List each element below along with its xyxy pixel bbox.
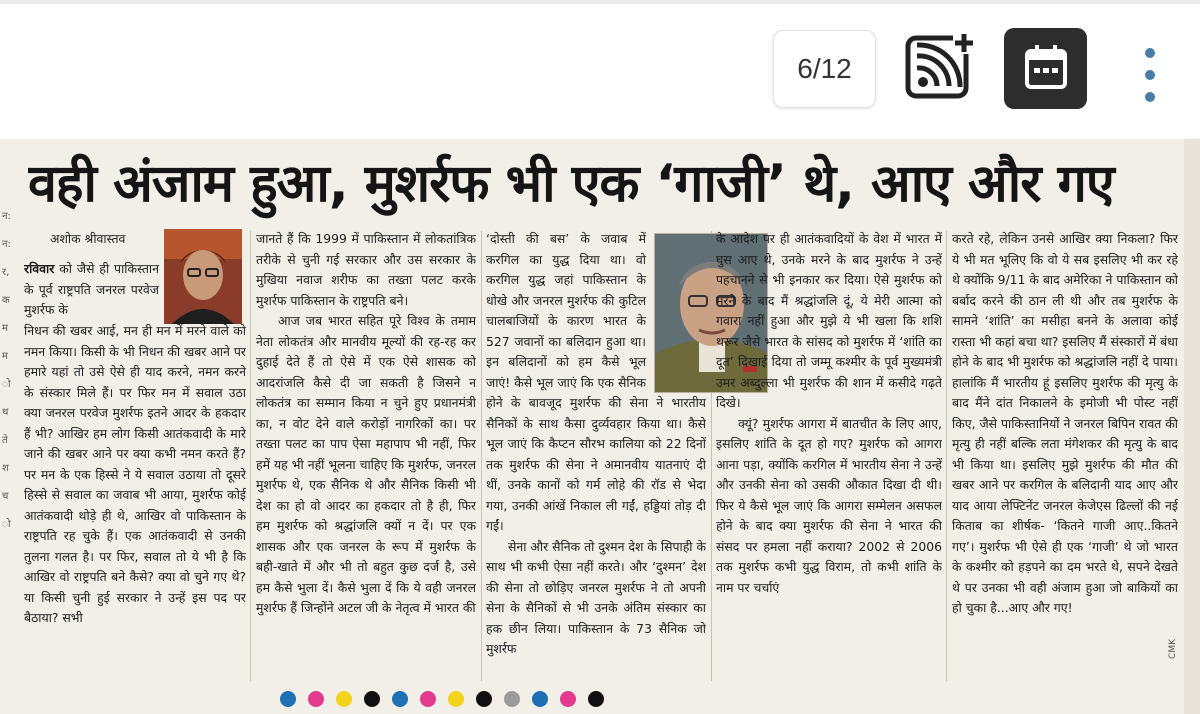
calendar-button[interactable] xyxy=(1004,28,1087,109)
registration-dot xyxy=(532,691,548,707)
margin-fragment: ो xyxy=(2,379,11,390)
column-divider xyxy=(946,231,947,681)
page-edge xyxy=(1184,139,1200,714)
article-paragraph: क्यूं? मुशर्रफ आगरा में बातचीत के लिए आए, इसलिए शांति के दूत हो गए? मुशर्रफ को आगरा आना पड़ा, क्योंकि करगिल में भारतीय सेना ने उन्हें और उनकी सेना को उसकी औकात दिखा दी थी। फिर ये कैसे भूल जाएं कि आगरा सम्मेलन असफल होने के बाद क्या मुशर्रफ की सेना ने भारत की संसद पर हमला नहीं कराया? 2002 से 2006 तक मुशर्रफ कभी युद्ध विराम, तो कभी शांति के नाम पर चर्चाएं xyxy=(716,415,942,595)
registration-dot xyxy=(504,691,520,707)
article-paragraph: के आदेश पर ही आतंकवादियों के वेश में भारत में घुस आए थे, उनके मरने के बाद मुशर्रफ ने उन्हें पहचानने से भी इनकार कर दिया। ऐसे मुशर्रफ को मरने के बाद मैं श्रद्धांजलि दूं, ये मेरी आत्मा को गवारा नहीं हुआ और मुझे ये भी खला कि शशि थरूर जैसे भारत के सांसद को मुशर्रफ में ‘शांति का दूत’ दिखाई दिया तो जम्मू कश्मीर के पूर्व मुख्यमंत्री उमर अब्दुल्ला भी मुशर्रफ की शान में कसीदे गढ़ते दिखे। xyxy=(716,231,942,410)
article-paragraph: करते रहे, लेकिन उनसे आखिर क्या निकला? फिर ये भी मत भूलिए कि वो ये सब इसलिए भी कर रहे थे क्योंकि 9/11 के बाद अमेरिका ने पाकिस्तान को बर्बाद करने की ठान ली थी और तब मुशर्रफ के सामने ‘शांति’ का मसीहा बनने के अलावा कोई रास्ता भी कहां बचा था? इसलिए मैं संस्कारों में बंधा होने के बाद भी मुशर्रफ को श्रद्धांजलि नहीं दे पाया। हालांकि मैं भारतीय हूं इसलिए मुशर्रफ की मृत्यु के बाद मैंने दांत निकालने के इमोजी भी पोस्ट नहीं किए, जैसे पाकिस्तानियों ने जनरल बिपिन रावत की मृत्यु ही नहीं बल्कि लता मंगेशकर की मृत्यु के बाद भी किया था। इसलिए मुझे मुशर्रफ की मौत की खबर आने पर करगिल के बलिदानी याद आए और याद आया लेफ्टिनेंट जनरल केजेएस ढिल्लों की नई किताब का शीर्षक- ‘कितने गाजी आए..कितने गए’। मुशर्रफ भी ऐसे ही एक ‘गाजी’ थे जो भारत के कश्मीर को हड़पने का दम भरते थे, सपने देखते थे पर उनका भी वही अंजाम हुआ जो बाकियों का हो चुका है...आए और गए! xyxy=(952,231,1178,615)
author-photo xyxy=(164,229,242,324)
subscribe-feed-button[interactable] xyxy=(900,30,980,108)
margin-fragment: म xyxy=(2,323,8,334)
adjacent-column-fragments xyxy=(0,139,18,699)
lead-text: को जैसे ही पाकिस्तान के पूर्व राष्ट्रपति जनरल परवेज मुशर्रफ के xyxy=(24,261,159,317)
registration-dot xyxy=(280,691,296,707)
margin-fragment: ते xyxy=(2,435,8,446)
calendar-icon xyxy=(1024,44,1068,94)
article-column-5 xyxy=(952,229,1178,689)
margin-fragment: च xyxy=(2,491,9,502)
lead-paragraph-start xyxy=(24,259,159,321)
article-column-1 xyxy=(24,229,246,689)
more-options-button[interactable] xyxy=(1134,40,1166,110)
more-dot xyxy=(1145,70,1155,80)
article-column-4 xyxy=(716,229,942,689)
registration-dot xyxy=(588,691,604,707)
margin-fragment: क xyxy=(2,295,10,306)
article-paragraph: ‘दोस्ती की बस’ के जवाब में करगिल का युद्ध दिया था। वो करगिल युद्ध जहां पाकिस्तान के धोखे और जनरल मुशर्रफ की कुटिल चालबाजियों के कारण भारत के 527 जवानों का बलिदान हुआ था। इन बलिदानों को हम कैसे भूल जाएं! कैसे भूल जाएं कि एक सैनिक होने के बावजूद मुशर्रफ की सेना ने भारतीय सैनिकों के साथ कैसा दुर्व्यवहार किया था। कैसे भूल जाएं कि कैप्टन सौरभ कालिया को 22 दिनों तक मुशर्रफ की सेना ने अमानवीय यातनाएं दी थीं, उनके कानों को गर्म लोहे की रॉड से भेदा गया, उनकी आंखें निकाल ली गईं, हड्डियां तोड़ दी गईं। xyxy=(486,231,706,533)
article-paragraph: आज जब भारत सहित पूरे विश्व के तमाम नेता लोकतंत्र और मानवीय मूल्यों की रह-रह कर दुहाई देते हैं तो ऐसे में एक ऐसे शासक को आदरांजलि कैसे दी जा सकती है जिसने न लोकतंत्र का सम्मान किया न चुने हुए प्रधानमंत्री का, न वोट देने वाले करोड़ों नागरिकों का। पर तख्ता पलट का पाप ऐसा महापाप भी नहीं, फिर हमें यह भी नहीं भूलना चाहिए कि मुशर्रफ, जनरल मुशर्रफ थे, एक सैनिक थे और सैनिक किसी भी देश का हो वो आदर का हकदार तो है ही, फिर हम मुशर्रफ को श्रद्धांजलि क्यों न दें। पर एक शासक और एक जनरल के रूप में मुशर्रफ के बही-खाते में और भी तो बहुत कुछ दर्ज है, उसे हम कैसे भुला दें। कैसे भुला दें कि ये वही जनरल मुशर्रफ हैं जिन्होंने अटल जी के नेतृत्व में भारत की xyxy=(256,313,476,615)
article-paragraph: जानते हैं कि 1999 में पाकिस्तान में लोकतांत्रिक तरीके से चुनी गई सरकार और उस सरकार के मुखिया नवाज शरीफ का तख्ता पलट करके मुशर्रफ पाकिस्तान के राष्ट्रपति बने। xyxy=(256,231,476,308)
article-headline: वही अंजाम हुआ, मुशर्रफ भी एक ‘गाजी’ थे, आए और गए xyxy=(28,154,1114,214)
margin-fragment: म xyxy=(2,351,8,362)
registration-dot xyxy=(448,691,464,707)
registration-dot xyxy=(392,691,408,707)
author-byline: अशोक श्रीवास्तव xyxy=(50,231,126,246)
registration-dot xyxy=(336,691,352,707)
registration-dot xyxy=(364,691,380,707)
margin-fragment: थ xyxy=(2,407,9,418)
margin-fragment: न: xyxy=(2,239,11,250)
viewer-toolbar xyxy=(0,0,1200,139)
print-color-registration xyxy=(280,690,680,708)
page-counter[interactable]: 6/12 xyxy=(773,30,876,108)
registration-dot xyxy=(420,691,436,707)
print-mark-label: CMK xyxy=(1168,639,1178,659)
more-dot xyxy=(1145,92,1155,102)
registration-dot xyxy=(560,691,576,707)
margin-fragment: न: xyxy=(2,211,11,222)
lead-word: रविवार xyxy=(24,261,55,276)
margin-fragment: ो xyxy=(2,519,11,530)
newspaper-page[interactable] xyxy=(0,139,1200,714)
article-paragraph: निधन की खबर आई, मन ही मन में मरने वाले को नमन किया। किसी के भी निधन की खबर आने पर हमारे यहां तो उसे ऐसे ही याद करने, नमन करने के संस्कार मिले हैं। पर फिर मन में सवाल उठा क्या जनरल परवेज मुशर्रफ इतने आदर के हकदार हैं भी? आखिर हम लोग किसी आतंकवादी के मारे जाने की खबर आने पर क्या कभी नमन करते हैं? पर मन के एक हिस्से ने ये सवाल उठाया तो दूसरे हिस्से से सवाल का जवाब भी आया, मुशर्रफ कोई आतंकवादी थोड़े ही थे, आखिर वो पाकिस्तान के राष्ट्रपति रह चुके हैं। एक आतंकवादी से उनकी तुलना गलत है। पर फिर, सवाल तो ये भी है कि आखिर वो राष्ट्रपति बने कैसे? क्या वो चुने गए थे? या किसी चुनी हुई सरकार ने उन्हें इस पद पर बैठाया? सभी xyxy=(24,323,246,625)
rss-feed-add-icon xyxy=(905,32,975,106)
column-divider xyxy=(250,231,251,681)
article-column-2 xyxy=(256,229,476,689)
margin-fragment: श xyxy=(2,463,9,474)
column-divider xyxy=(481,231,482,681)
margin-fragment: र, xyxy=(2,267,10,278)
registration-dot xyxy=(308,691,324,707)
more-vertical-icon xyxy=(1145,48,1155,58)
article-paragraph: सेना और सैनिक तो दुश्मन देश के सिपाही के साथ भी कभी ऐसा नहीं करते। और ‘दुश्मन’ देश की सेना तो छोड़िए जनरल मुशर्रफ ने तो अपनी सेना के सैनिकों से भी उनके अंतिम संस्कार का हक छीन लिया। पाकिस्तान के 73 सैनिक जो मुशर्रफ xyxy=(486,538,706,656)
registration-dot xyxy=(476,691,492,707)
